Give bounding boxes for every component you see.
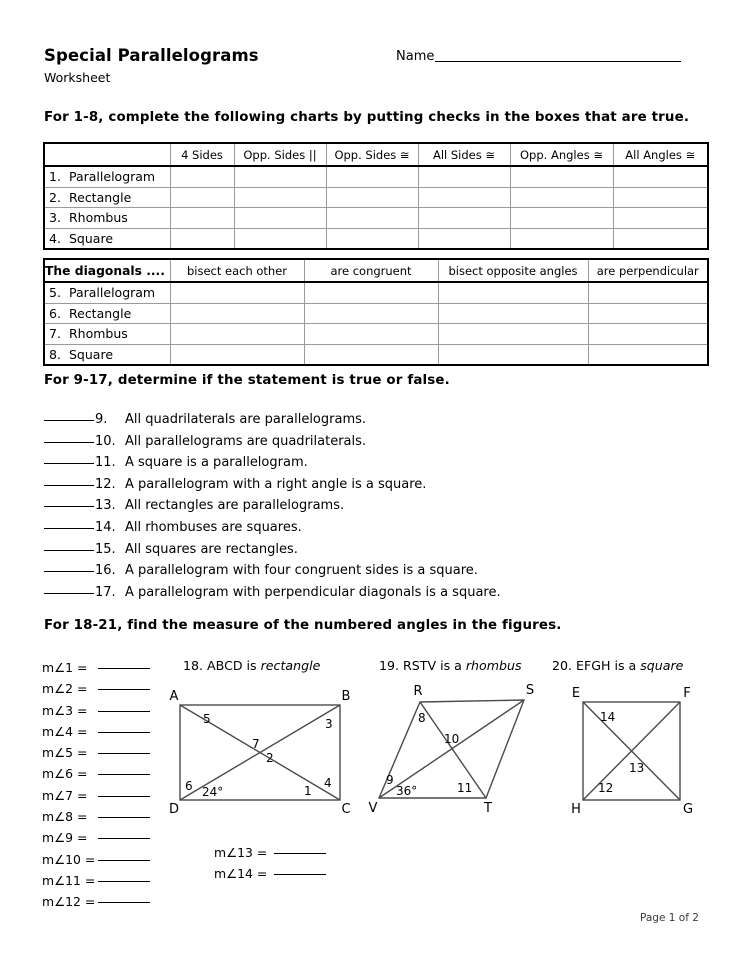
checkbox-cell[interactable] — [304, 324, 438, 345]
checkbox-cell[interactable] — [588, 303, 708, 324]
checkbox-cell[interactable] — [438, 324, 588, 345]
angle-answer-row — [214, 845, 326, 866]
angle-label: m∠4 = — [42, 723, 88, 739]
checkbox-cell[interactable] — [170, 228, 234, 249]
list-item — [44, 563, 501, 585]
table-row — [44, 187, 708, 208]
checkbox-cell[interactable] — [170, 282, 304, 303]
checkbox-cell[interactable] — [326, 187, 418, 208]
item-number: 16. — [95, 563, 116, 579]
angle-label-14: 14 — [600, 710, 616, 724]
angle-answer-column-right — [214, 845, 326, 888]
angle-answer-row — [42, 830, 150, 851]
row-label-parallelogram — [44, 282, 170, 303]
column-header-are-congruent: are congruent — [304, 259, 438, 282]
row-number: 7. — [49, 326, 61, 342]
row-label-rhombus — [44, 324, 170, 345]
diagonals-label: The diagonals .... — [45, 263, 165, 278]
angle-answer-row — [42, 809, 150, 830]
name-input-line[interactable] — [435, 60, 681, 62]
checkbox-cell[interactable] — [613, 208, 708, 229]
row-label-rhombus — [44, 208, 170, 229]
table-row — [44, 166, 708, 187]
answer-blank[interactable] — [44, 484, 94, 486]
figure-18-caption-pre: 18. ABCD is — [183, 658, 261, 673]
answer-blank[interactable] — [98, 837, 150, 839]
vertex-label-c: C — [341, 802, 351, 815]
figure-19-caption-pre: 19. RSTV is a — [379, 658, 466, 673]
angle-answer-row — [42, 873, 150, 894]
checkbox-cell[interactable] — [438, 303, 588, 324]
answer-blank[interactable] — [44, 419, 94, 421]
row-number: 8. — [49, 346, 61, 362]
checkbox-cell[interactable] — [510, 228, 613, 249]
section-2-prompt: For 9-17, determine if the statement is true or false. — [44, 373, 450, 388]
angle-label: m∠7 = — [42, 787, 88, 803]
checkbox-cell[interactable] — [510, 208, 613, 229]
answer-blank[interactable] — [44, 462, 94, 464]
row-number: 5. — [49, 285, 61, 301]
angle-label: m∠5 = — [42, 745, 88, 761]
section-1-prompt: For 1-8, complete the following charts by putting checks in the boxes that are true. — [44, 110, 690, 125]
checkbox-cell[interactable] — [234, 187, 326, 208]
angle-label: m∠13 = — [214, 845, 268, 860]
section-3-prompt: For 18-21, find the measure of the numbered angles in the figures. — [44, 618, 562, 633]
item-number: 10. — [95, 433, 116, 449]
column-header-opp-sides-par: Opp. Sides || — [234, 143, 326, 166]
list-item — [44, 434, 501, 456]
angle-answer-row — [214, 866, 326, 887]
checkbox-cell[interactable] — [170, 324, 304, 345]
answer-blank[interactable] — [98, 795, 150, 797]
row-number: 6. — [49, 305, 61, 321]
checkbox-cell[interactable] — [234, 228, 326, 249]
angle-label-1: 1 — [304, 784, 312, 798]
table-row — [44, 208, 708, 229]
figure-18-caption — [183, 658, 320, 673]
item-number: 9. — [95, 412, 108, 427]
checkbox-cell[interactable] — [304, 344, 438, 365]
item-number: 17. — [95, 584, 116, 600]
checkbox-cell[interactable] — [588, 344, 708, 365]
answer-blank[interactable] — [98, 880, 150, 882]
checkbox-cell[interactable] — [510, 187, 613, 208]
item-number: 12. — [95, 476, 116, 492]
angle-label-13: 13 — [629, 761, 645, 775]
figure-20-caption — [552, 658, 683, 673]
row-name: Square — [69, 346, 114, 362]
checkbox-cell[interactable] — [170, 208, 234, 229]
answer-blank[interactable] — [98, 816, 150, 818]
figure-18-rectangle-abcd — [160, 680, 360, 815]
checkbox-cell[interactable] — [418, 228, 510, 249]
item-text: All rhombuses are squares. — [125, 519, 302, 535]
figure-19-caption — [379, 658, 522, 673]
column-header-all-sides-cong: All Sides ≅ — [418, 143, 510, 166]
vertex-label-t: T — [484, 801, 492, 815]
column-header-bisect-opposite-angles: bisect opposite angles — [438, 259, 588, 282]
item-number: 14. — [95, 519, 116, 535]
angle-label: m∠11 = — [42, 872, 96, 888]
item-text: All quadrilaterals are parallelograms. — [125, 412, 367, 427]
column-header-all-angles-cong: All Angles ≅ — [613, 143, 708, 166]
page-footer: Page 1 of 2 — [640, 912, 699, 924]
checkbox-cell[interactable] — [170, 187, 234, 208]
vertex-label-h: H — [571, 802, 581, 815]
list-item — [44, 585, 501, 607]
angle-label: m∠9 = — [42, 830, 88, 846]
angle-answer-row — [42, 852, 150, 873]
list-item — [44, 477, 501, 499]
true-false-list — [44, 412, 501, 606]
figure-20-square-efgh — [556, 680, 716, 815]
angle-label-11: 11 — [457, 781, 473, 795]
angle-label-5: 5 — [203, 712, 211, 726]
row-number: 2. — [49, 189, 61, 205]
table-header-row — [44, 143, 708, 166]
angle-label: m∠12 = — [42, 894, 96, 910]
diagonal-rt — [420, 702, 486, 798]
checkbox-cell[interactable] — [170, 344, 304, 365]
vertex-label-d: D — [168, 802, 180, 815]
vertex-label-f: F — [683, 686, 691, 701]
table-row — [44, 344, 708, 365]
angle-label: m∠6 = — [42, 766, 88, 782]
angle-answer-column-left — [42, 660, 150, 916]
list-item — [44, 455, 501, 477]
angle-label-12: 12 — [598, 781, 614, 795]
table-row — [44, 303, 708, 324]
name-field-group — [396, 49, 681, 64]
row-number: 1. — [49, 169, 61, 185]
angle-label-3: 3 — [325, 717, 333, 731]
answer-blank[interactable] — [98, 731, 150, 733]
row-label-square — [44, 344, 170, 365]
item-number: 11. — [95, 455, 116, 471]
vertex-label-r: R — [413, 684, 423, 699]
angle-label: m∠2 = — [42, 681, 88, 697]
row-number: 3. — [49, 210, 61, 226]
checkbox-cell[interactable] — [588, 324, 708, 345]
angle-label: m∠14 = — [214, 866, 268, 882]
table-row — [44, 324, 708, 345]
item-text: All squares are rectangles. — [125, 541, 298, 557]
checkbox-cell[interactable] — [304, 303, 438, 324]
column-header-4-sides: 4 Sides — [170, 143, 234, 166]
angle-label-9: 9 — [386, 773, 394, 787]
answer-blank[interactable] — [44, 592, 94, 594]
checkbox-cell[interactable] — [438, 282, 588, 303]
angle-label-8: 8 — [418, 711, 426, 725]
row-name: Parallelogram — [69, 285, 156, 301]
row-name: Square — [69, 230, 114, 246]
checkbox-cell[interactable] — [418, 166, 510, 187]
answer-blank[interactable] — [274, 852, 326, 854]
diagonals-chart-table — [43, 258, 709, 366]
angle-answer-row — [42, 703, 150, 724]
given-angle-36: 36° — [396, 784, 418, 798]
figure-18-shape-word: rectangle — [260, 658, 321, 673]
checkbox-cell[interactable] — [170, 303, 304, 324]
row-name: Rhombus — [69, 210, 128, 226]
row-label-parallelogram — [44, 166, 170, 187]
answer-blank[interactable] — [98, 688, 150, 690]
row-label-square — [44, 228, 170, 249]
table1-corner-cell — [44, 143, 170, 166]
page-subtitle: Worksheet — [44, 70, 111, 85]
checkbox-cell[interactable] — [304, 282, 438, 303]
item-text: All rectangles are parallelograms. — [125, 498, 345, 514]
list-item — [44, 412, 501, 434]
answer-blank[interactable] — [98, 667, 150, 669]
row-label-rectangle — [44, 187, 170, 208]
table2-corner-cell — [44, 259, 170, 282]
vertex-label-e: E — [571, 686, 581, 701]
figure-19-shape-word: rhombus — [465, 658, 522, 673]
row-number: 4. — [49, 230, 61, 246]
table-row — [44, 228, 708, 249]
angle-answer-row — [42, 894, 150, 915]
angle-answer-row — [42, 745, 150, 766]
list-item — [44, 520, 501, 542]
given-angle-24: 24° — [202, 785, 224, 799]
answer-blank[interactable] — [98, 901, 150, 903]
column-header-opp-angles-cong: Opp. Angles ≅ — [510, 143, 613, 166]
answer-blank[interactable] — [44, 527, 94, 529]
answer-blank[interactable] — [44, 570, 94, 572]
column-header-opp-sides-cong: Opp. Sides ≅ — [326, 143, 418, 166]
row-name: Rectangle — [69, 305, 132, 321]
row-label-rectangle — [44, 303, 170, 324]
angle-answer-row — [42, 766, 150, 787]
checkbox-cell[interactable] — [326, 208, 418, 229]
checkbox-cell[interactable] — [588, 282, 708, 303]
vertex-label-v: V — [368, 801, 378, 815]
column-header-bisect-each-other: bisect each other — [170, 259, 304, 282]
vertex-label-g: G — [682, 802, 694, 815]
angle-label-6: 6 — [185, 779, 193, 793]
item-number: 13. — [95, 498, 116, 514]
vertex-label-a: A — [169, 689, 179, 704]
angle-answer-row — [42, 681, 150, 702]
angle-label: m∠8 = — [42, 809, 88, 825]
list-item — [44, 542, 501, 564]
checkbox-cell[interactable] — [234, 166, 326, 187]
angle-label-10: 10 — [444, 732, 460, 746]
properties-chart-table — [43, 142, 709, 250]
item-text: A square is a parallelogram. — [125, 455, 308, 471]
answer-blank[interactable] — [98, 752, 150, 754]
item-text: A parallelogram with perpendicular diagonals is a square. — [125, 584, 501, 600]
checkbox-cell[interactable] — [234, 208, 326, 229]
checkbox-cell[interactable] — [170, 166, 234, 187]
list-item — [44, 498, 501, 520]
table-header-row — [44, 259, 708, 282]
page-title: Special Parallelograms — [44, 46, 259, 65]
figure-20-caption-pre: 20. EFGH is a — [552, 658, 641, 673]
column-header-are-perpendicular: are perpendicular — [588, 259, 708, 282]
table-row — [44, 282, 708, 303]
name-label: Name — [396, 49, 435, 64]
checkbox-cell[interactable] — [326, 228, 418, 249]
checkbox-cell[interactable] — [613, 166, 708, 187]
answer-blank[interactable] — [274, 873, 326, 875]
vertex-label-b: B — [341, 689, 351, 704]
angle-answer-row — [42, 724, 150, 745]
checkbox-cell[interactable] — [613, 187, 708, 208]
checkbox-cell[interactable] — [418, 208, 510, 229]
item-text: A parallelogram with a right angle is a square. — [125, 476, 427, 492]
checkbox-cell[interactable] — [418, 187, 510, 208]
figure-19-rhombus-rstv — [360, 680, 560, 815]
checkbox-cell[interactable] — [438, 344, 588, 365]
angle-label: m∠1 = — [42, 660, 88, 675]
angle-answer-row — [42, 788, 150, 809]
answer-blank[interactable] — [98, 710, 150, 712]
item-text: All parallelograms are quadrilaterals. — [125, 433, 367, 449]
answer-blank[interactable] — [44, 505, 94, 507]
checkbox-cell[interactable] — [613, 228, 708, 249]
row-name: Parallelogram — [69, 169, 156, 185]
row-name: Rhombus — [69, 326, 128, 342]
row-name: Rectangle — [69, 189, 132, 205]
angle-answer-row — [42, 660, 150, 681]
angle-label-2: 2 — [266, 751, 274, 765]
item-text: A parallelogram with four congruent sides is a square. — [125, 563, 478, 579]
figure-20-shape-word: square — [640, 658, 684, 673]
angle-label-4: 4 — [324, 776, 332, 790]
answer-blank[interactable] — [98, 859, 150, 861]
answer-blank[interactable] — [44, 441, 94, 443]
checkbox-cell[interactable] — [510, 166, 613, 187]
checkbox-cell[interactable] — [326, 166, 418, 187]
vertex-label-s: S — [525, 683, 535, 698]
angle-label-7: 7 — [252, 737, 260, 751]
answer-blank[interactable] — [44, 549, 94, 551]
item-number: 15. — [95, 541, 116, 557]
angle-label: m∠3 = — [42, 702, 88, 718]
answer-blank[interactable] — [98, 773, 150, 775]
angle-label: m∠10 = — [42, 851, 96, 867]
